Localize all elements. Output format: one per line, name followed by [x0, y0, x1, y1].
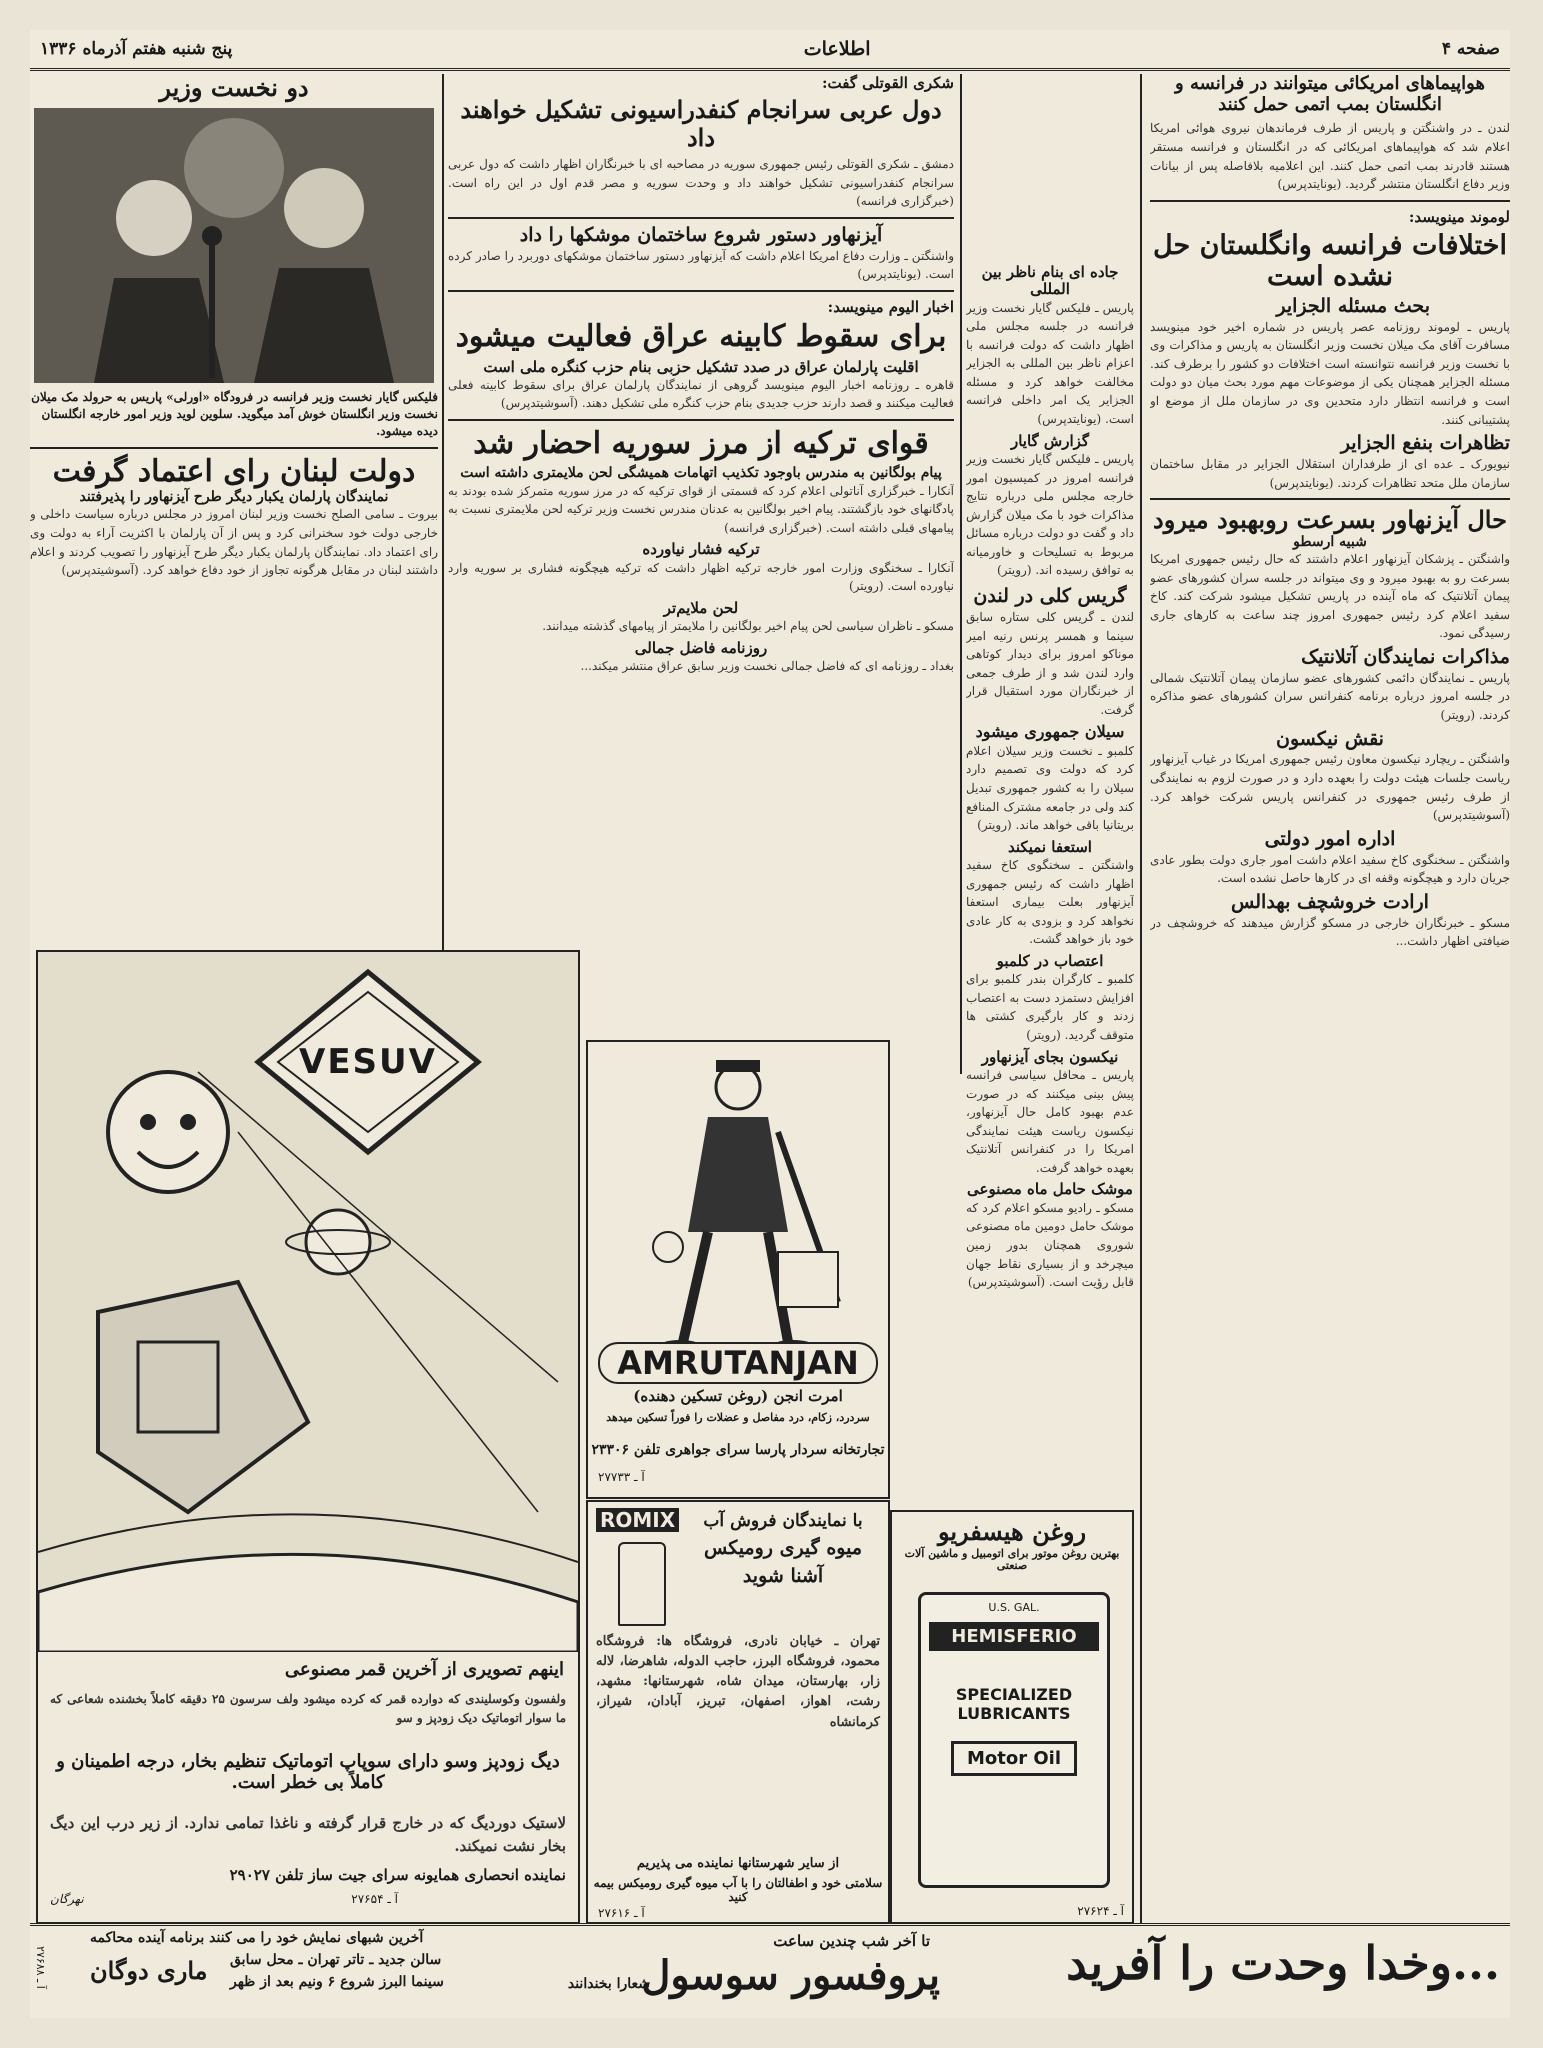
footer-cinema-top: تا آخر شب چندین ساعت [773, 1932, 930, 1950]
article-body: پاریس ـ نمایندگان دائمی کشورهای عضو سازمان پیمان آتلانتیک شمالی در جلسه امروز درباره برنامه کنفرانس سران کشورهای عضو مذاکره کردند. (رویتر) [1150, 670, 1510, 722]
vesuv-brand: VESUV [299, 1042, 437, 1082]
ad-code: آ ـ ۲۷۶۵۴ [351, 1892, 398, 1906]
subheadline: سیلان جمهوری میشود [975, 722, 1125, 742]
vesuv-body-2: لاستیک دوردیگ که در خارج قرار گرفته و ناغذا تمامی ندارد. از زیر درب این دیگ بخار نشت نمیکند. [50, 1814, 566, 1856]
column-rule [1140, 74, 1142, 1924]
footer-info-3: سینما البرز شروع ۶ ونیم بعد از ظهر [230, 1974, 444, 1990]
subheadline: اقلیت پارلمان عراق در صدد تشکیل حزبی بنام حزب کنگره ملی است [483, 357, 919, 376]
subheadline: ترکیه فشار نیاورده [642, 540, 760, 559]
headline: حال آیزنهاور بسرعت روبهبود میرود [1153, 505, 1507, 535]
romix-title-3: آشنا شوید [742, 1565, 824, 1587]
subheadline: جاده ای بنام ناظر بین المللی [981, 263, 1119, 299]
article-body: کلمبو ـ نخست وزیر سیلان اعلام کرد که دولت وی تصمیم دارد سیلان را به کشور جمهوری تبدیل کند ولی در جامعه مشترک المنافع بریتانیا باقی خواهد ماند. (رویتر) [966, 743, 1134, 833]
subheadline: نمایندگان پارلمان یکبار دیگر طرح آیزنهاور را پذیرفتند [79, 489, 389, 506]
ad-code: آ ـ ۲۷۷۳۳ [598, 1470, 645, 1484]
subheadline: شبیه ارسطو [1293, 533, 1367, 550]
headline: برای سقوط کابینه عراق فعالیت میشود [455, 319, 947, 354]
article-body: نیویورک ـ عده ای از طرفداران استقلال الجزایر در مقابل ساختمان سازمان ملل متحد تظاهرات کردند. (یونایتدپرس) [1150, 457, 1510, 490]
oil-can-gal: U.S. GAL. [988, 1601, 1040, 1614]
article-body: واشنگتن ـ وزارت دفاع امریکا اعلام داشت که آیزنهاور دستور ساختمان موشکهای دوربرد را صادر کرده است. (یونایتدپرس) [448, 248, 954, 282]
masthead [30, 30, 1510, 71]
footer-slogan: ...وخدا وحدت را آفرید [1066, 1936, 1500, 1990]
article-body: مسکو ـ خبرنگاران خارجی در مسکو گزارش میدهند که خروشچف در ضیافتی اظهار داشت... [1150, 915, 1510, 949]
romix-brand: ROMIX [596, 1508, 679, 1532]
subheadline: مذاکرات نمایندگان آتلانتیک [1301, 645, 1510, 668]
footer-professor-sub: شعارا بخندانند [567, 1976, 650, 1992]
kicker: شکری القوتلی گفت: [821, 74, 954, 92]
article-body: مسکو ـ ناظران سیاسی لحن پیام اخیر بولگانین را ملایمتر از پیامهای گذشته میدانند. [542, 619, 954, 633]
hemisferio-ad [890, 1510, 1134, 1924]
article-body: پاریس ـ فلیکس گایار نخست وزیر فرانسه در جلسه مجلس ملی اظهار داشت که دولت فرانسه با اعزام ناظر بین المللی به الجزایر مخالفت خواهد کرد و مسئله الجزایر یک امر داخلی فرانسه است. (یونایتدپرس) [966, 300, 1134, 427]
column-rule [960, 74, 962, 1074]
oil-can-brand: HEMISFERIO [929, 1622, 1099, 1651]
subheadline: روزنامه فاضل جمالی [634, 638, 768, 657]
subheadline: گریس کلی در لندن [973, 585, 1127, 608]
article-body: لندن ـ در واشنگتن و پاریس از طرف فرماندهان نیروی هوائی امریکا اعلام شد که هواپیماهای امریکائی که در انگلستان و فرانسه مستقر هستند قادرند بمب اتمی حمل کنند. این اعلامیه بلافاصله پس از بیانات وزیر دفاع انگلستان منتشر گردید. (یونایتدپرس) [1150, 121, 1510, 192]
paper-name: اطلاعات [803, 38, 871, 60]
article-body: واشنگتن ـ ریچارد نیکسون معاون رئیس جمهوری امریکا در غیاب آیزنهاور ریاست جلسات هیئت دولت را بعهده دارد و در صورت لزوم به نمایندگی از طرف رئیس جمهوری در کنفرانس پاریس شرکت خواهد کرد. (آسوشیتدپرس) [1150, 752, 1510, 823]
column-middle [448, 74, 954, 974]
subheadline: ارادت خروشچف بهدالس [1231, 890, 1429, 913]
photo-prime-ministers [34, 108, 434, 383]
oil-can-motor-oil: Motor Oil [951, 1741, 1077, 1776]
article-body: بغداد ـ روزنامه ای که فاضل جمالی نخست وزیر سابق عراق منتشر میکند... [580, 658, 954, 673]
juicer-icon [618, 1542, 666, 1626]
oil-can-line1: SPECIALIZED [955, 1685, 1073, 1704]
article-body: کلمبو ـ کارگران بندر کلمبو برای افزایش دستمزد دست به اعتصاب زدند و کار بارگیری کشتی ها متوقف گردید. (رویتر) [966, 972, 1134, 1043]
article-body: پاریس ـ لوموند روزنامه عصر پاریس در شماره اخیر خود مینویسد مسافرت آقای مک میلان نخست وزیر انگلستان به پاریس و مذاکرات وی با نخست وزیر فرانسه نتوانسته است اختلافات دو کشور را برطرف کند. مسئله الجزایر همچنان یکی از موضوعات مهم مورد بحث میان دو دولت است و فرانسه انتظار دارد متحدین وی در سازمان ملل از موضع او پشتیبانی کنند. [1150, 319, 1510, 427]
column-left [30, 74, 438, 974]
romix-body: تهران ـ خیابان نادری، فروشگاه ها: فروشگاه محمود، فروشگاه البرز، حاجب الدوله، شاهرضا، لاله زار، بهارستان، میدان شاه، شهرستانها: مشهد، رشت، اهواز، اصفهان، تبریز، آبادان، شیراز، کرمانشاه [596, 1634, 880, 1730]
subheadline: استعفا نمیکند [1008, 837, 1092, 856]
romix-foot: سلامتی خود و اطفالتان را با آب میوه گیری رومیکس بیمه کنید [593, 1876, 883, 1904]
romix-title-1: با نمایندگان فروش آب [703, 1511, 863, 1531]
ad-product-name: امرت انجن (روغن تسکین دهنده) [633, 1387, 843, 1405]
article-body: پاریس ـ فلیکس گایار نخست وزیر فرانسه امروز در کمیسیون امور خارجه مجلس ملی درباره نتایج مذاکرات خود با مک میلان گزارش داد و گفت دو دولت درباره مسائل مربوط به تسلیحات و خاورمیانه به توافق رسیده اند. (رویتر) [966, 451, 1134, 578]
headline: دول عربی سرانجام کنفدراسیونی تشکیل خواهند داد [460, 95, 942, 152]
romix-ad [586, 1500, 890, 1924]
photo-image [34, 108, 434, 383]
column-rule [442, 74, 444, 994]
subheadline: بحث مسئله الجزایر [1276, 294, 1430, 317]
subheadline: نیکسون بجای آیزنهاور [981, 1047, 1119, 1066]
ad-title: روغن هیسفریو [937, 1517, 1087, 1546]
photo-caption: فلیکس گایار نخست وزیر فرانسه در فرودگاه «اورلی» پاریس به حرولد مک میلان نخست وزیر انگلستان خوش آمد میگوید. سلوین لوید وزیر امور خارجه انگلستان دیده میشود. [31, 389, 438, 439]
page-number: صفحه ۴ [1441, 39, 1500, 59]
article-body: واشنگتن ـ پزشکان آیزنهاور اعلام داشتند که حال رئیس جمهوری امریکا بسرعت رو به بهبود میرود و وی میتواند در جلسه سران کشورهای عضو پیمان آتلانتیک که ماه آینده در پاریس تشکیل میشود شرکت کند. کاخ سفید اعلام کرد رئیس جمهوری امروز چند ساعت به کارهای جاری رسیدگی نمود. [1150, 551, 1510, 641]
subheadline: لحن ملایم‌تر [663, 598, 739, 617]
kicker: اخبار الیوم مینویسد: [827, 298, 954, 316]
ad-code: آ ـ ۲۷۶۲۴ [1077, 1904, 1124, 1918]
article-body: مسکو ـ رادیو مسکو اعلام کرد که موشک حامل دومین ماه مصنوعی شوروی همچنان بدور زمین میچرخد و از بسیاری نقاط جهان قابل رؤیت است. (آسوشیتدپرس) [966, 1200, 1134, 1290]
romix-title-2: میوه گیری رومیکس [703, 1537, 863, 1559]
subheadline: تظاهرات بنفع الجزایر [1340, 432, 1510, 455]
vesuv-ad [36, 950, 580, 1924]
vesuv-agent: نماینده انحصاری همایونه سرای جیت ساز تلفن ۲۹۰۲۷ [229, 1866, 566, 1884]
subheadline: اداره امور دولتی [1264, 827, 1396, 850]
article-body: آنکارا ـ خبرگزاری آناتولی اعلام کرد که قسمتی از قوای ترکیه که در مرز سوریه متمرکز شده بودند به پادگانهای خود بازگشتند. پیام اخیر بولگانین به عدنان مندرس نخست وزیر ترکیه لحن ملایمتری نسبت به پیامهای قبلی داشته است. (خبرگزاری فرانسه) [448, 483, 954, 535]
article-body: آنکارا ـ سخنگوی وزارت امور خارجه ترکیه اظهار داشت که ترکیه هیچگونه فشاری بر سوریه وارد نیاورده است. (رویتر) [448, 560, 954, 594]
headline: قوای ترکیه از مرز سوریه احضار شد [473, 425, 929, 461]
ad-code: آ ـ ۲۷۶۱۶ [598, 1906, 645, 1920]
article-body: واشنگتن ـ سخنگوی کاخ سفید اعلام داشت امور جاری دولت بطور عادی جریان دارد و هیچگونه وقفه ای در کارها حاصل نشده است. [1150, 852, 1510, 886]
article-body: بیروت ـ سامی الصلح نخست وزیر لبنان امروز در مجلس درباره سیاست داخلی و خارجی دولت خود سخنرانی کرد و پس از آن پارلمان با اکثریت آراء به دولت وی رای اعتماد داد. نمایندگان پارلمان یکبار دیگر طرح آیزنهاور را تصویب کردند و اعلام داشتند لبنان در مقابل هرگونه تجاوز از خود دفاع خواهد کرد. (آسوشیتدپرس) [30, 507, 438, 578]
footer-ad-band [30, 1923, 1510, 2018]
subheadline: اعتصاب در کلمبو [996, 952, 1104, 971]
ad-signature: نهرگان [50, 1892, 84, 1906]
headline: آیزنهاور دستور شروع ساختمان موشکها را داد [519, 223, 883, 246]
headline: اختلافات فرانسه وانگلستان حل نشده است [1153, 229, 1507, 292]
article-body: دمشق ـ شکری القوتلی رئیس جمهوری سوریه در مصاحبه ای با خبرنگاران اظهار داشت که دول عربی سرانجام کنفدراسیونی تشکیل خواهند داد و وحدت سوریه و مصر قدم اول در این راه است. (خبرگزاری فرانسه) [448, 157, 954, 209]
oil-can-line2: LUBRICANTS [957, 1704, 1071, 1723]
issue-date: پنج شنبه هفتم آذرماه ۱۳۳۶ [40, 39, 233, 59]
kicker: لوموند مینویسد: [1408, 207, 1510, 226]
ad-shop: تجارتخانه سردار پارسا سرای جواهری تلفن ۲۳۳۰۶ [591, 1442, 885, 1458]
footer-professor: پروفسور سوسول [641, 1952, 940, 1999]
subheadline: گزارش گایار [1010, 431, 1090, 450]
column-right [1150, 74, 1510, 1924]
article-body: پاریس ـ محافل سیاسی فرانسه پیش بینی میکنند که در صورت عدم بهبود کامل حال آیزنهاور، نیکسون ریاست هیئت نمایندگی امریکا را در کنفرانس آتلانتیک بعهده خواهد گرفت. [966, 1067, 1134, 1175]
vesuv-title: اینهم تصویری از آخرین قمر مصنوعی [284, 1659, 564, 1680]
amrutanjan-ad [586, 1040, 890, 1499]
subheadline: نقش نیکسون [1276, 727, 1384, 750]
subheadline: پیام بولگانین به مندرس باوجود تکذیب اتهامات همیشگی لحن ملایمتری داشته است [460, 465, 942, 482]
newspaper-page [30, 30, 1510, 2018]
article-body: قاهره ـ روزنامه اخبار الیوم مینویسد گروهی از نمایندگان پارلمان عراق برای سقوط کابینه فعلی فعالیت میکنند و قصد دارند حزب جدیدی بنام حزب کنگره ملی تشکیل دهند. (آسوشیتدپرس) [448, 377, 954, 411]
headline: دولت لبنان رای اعتماد گرفت [52, 453, 416, 489]
footer-marydo: ماری دوگان [90, 1956, 208, 1985]
ad-tagline: سردرد، زکام، درد مفاصل و عضلات را فوراً تسکین میدهد [606, 1411, 870, 1424]
footer-info-2: سالن جدید ـ تاتر تهران ـ محل سابق [230, 1952, 442, 1968]
man-with-crutch-illustration [588, 1042, 888, 1372]
article-body: واشنگتن ـ سخنگوی کاخ سفید اظهار داشت که رئیس جمهوری آیزنهاور بعلت بیماری استعفا نخواهد کرد و بزودی به کار عادی خود باز خواهد گشت. [966, 858, 1134, 947]
headline: هواپیماهای امریکائی میتوانند در فرانسه و انگلستان بمب اتمی حمل کنند [1175, 74, 1485, 115]
footer-code: آ ـ ۲۷۶۸۸ [34, 1946, 47, 1989]
article-body: لندن ـ گریس کلی ستاره سابق سینما و همسر پرنس رنیه امیر موناکو امروز برای دیدار کوتاهی وارد لندن شد و از طرف جمعی از خبرنگاران مورد استقبال قرار گرفت. [966, 609, 1134, 717]
vesuv-body: ولفسون وکوسلیندی که دوارده قمر که کرده میشود ولف سرسون ۲۵ دقیقه کاملاً بخشنده شعاعی که ما سوار اتوماتیک دیک زودپز و سو [50, 1692, 567, 1725]
ad-subtitle: بهترین روغن موتور برای اتومبیل و ماشین آلات صنعتی [904, 1546, 1120, 1573]
headline: دو نخست وزیر [159, 74, 309, 102]
footer-info-1: آخرین شبهای نمایش خود را می کنند برنامه آینده محاکمه [90, 1930, 424, 1946]
ad-brand: AMRUTANJAN [598, 1342, 878, 1384]
vesuv-headline: دیگ زودپز وسو دارای سوپاپ اتوماتیک تنظیم بخار، درجه اطمینان و کاملاً بی خطر است. [56, 1751, 560, 1793]
romix-bottom: از سایر شهرستانها نماینده می پذیریم [636, 1856, 840, 1871]
oil-can [918, 1592, 1110, 1888]
subheadline: موشک حامل ماه مصنوعی [967, 1180, 1133, 1199]
